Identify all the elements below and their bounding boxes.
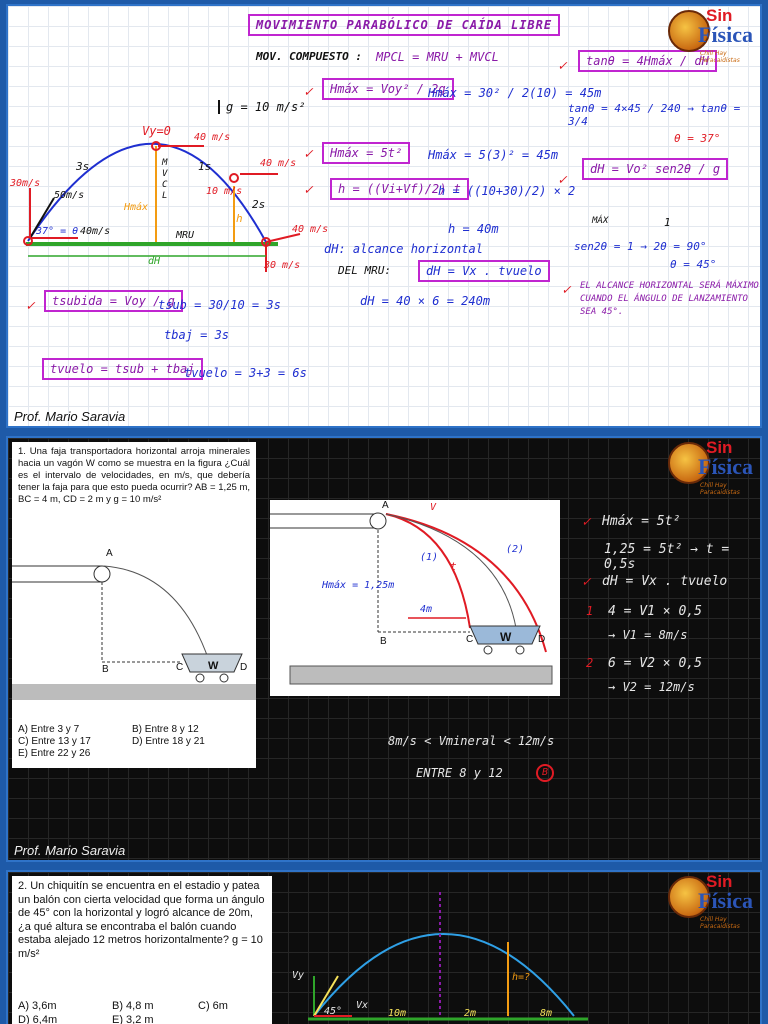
fig1-point-d: D: [240, 662, 248, 673]
angle-label: 37° = θ: [36, 226, 79, 237]
gravity-label: g = 10 m/s²: [218, 100, 305, 114]
sol-step-1: Hmáx = 5t²: [602, 514, 681, 529]
eq-hmax2-box: Hmáx = 5t²: [322, 142, 410, 164]
sol-step-5: → V1 = 8m/s: [608, 628, 688, 642]
footer-author: Prof. Mario Saravia: [14, 409, 126, 424]
eq-tan-result: θ = 37°: [674, 132, 721, 145]
eq-dh-range-box: dH = Vo² sen2θ / g: [582, 158, 728, 180]
v30-down-label: 30 m/s: [264, 260, 301, 271]
answer-circle: B: [536, 764, 554, 782]
t2-label: 2s: [252, 198, 266, 211]
velocity-range: 8m/s < Vmineral < 12m/s: [388, 734, 555, 748]
problem-1-text: 1. Una faja transportadora horizontal arroja minerales hacia un vagón W como se muestra en la figura ¿Cuál es el intervalo de velocidades, en m/s, que debería tener la faja para que esto pueda ocurrir? AB = 1,25 m, BC = 4 m, CD = 2 m y g = 10 m/s²: [18, 446, 250, 505]
sol-fig-point-d: D: [538, 634, 546, 645]
problem-2-card: [12, 876, 272, 1024]
check-mark: ✓: [558, 172, 567, 188]
check-mark: ✓: [304, 182, 313, 198]
one-label: 1: [664, 216, 671, 229]
fig2-d2: 2m: [464, 1008, 477, 1019]
eq-tvuelo-box: tvuelo = tsub + tbaj: [42, 358, 203, 380]
eq-h-rhs: h = ((10+30)/2) × 2: [438, 184, 576, 198]
mvcl-label: MVCL: [162, 158, 168, 201]
sol-fig-4m: 4m: [420, 604, 433, 615]
check-mark: ✓: [304, 146, 313, 162]
option-a[interactable]: A) 3,6m: [18, 1000, 57, 1012]
sol-num-1: 1: [586, 604, 594, 618]
sol-fig-wagon: W: [500, 630, 512, 644]
hmax-diagram-label: Hmáx: [124, 202, 149, 213]
vx-label: 40m/s: [80, 226, 111, 237]
option-e[interactable]: E) 3,2 m: [112, 1014, 154, 1024]
fig1-wagon: W: [208, 660, 219, 672]
slide-theory: [6, 4, 762, 428]
check-mark: ✓: [26, 298, 35, 314]
sol-fig-path2: (2): [506, 544, 525, 555]
option-a[interactable]: A) Entre 3 y 7: [18, 724, 80, 735]
eq-h-result: h = 40m: [448, 222, 499, 236]
option-c[interactable]: C) Entre 13 y 17: [18, 736, 91, 747]
check-mark: ✓: [562, 282, 571, 298]
ball-trajectory: [314, 934, 574, 1016]
fig1-point-c: C: [176, 662, 184, 673]
logo-sin-fisica: Sin Física Chill Hay Paracaidistas: [668, 872, 760, 932]
fig2-vy: Vy: [292, 970, 305, 981]
sol-fig-point-c: C: [466, 634, 474, 645]
sol-step-6: 6 = V2 × 0,5: [608, 656, 702, 671]
mru-label: MRU: [176, 230, 195, 241]
fig2-angle: 45°: [324, 1006, 343, 1017]
solution-figure-card: [270, 500, 560, 696]
problem-1-card: [12, 442, 256, 768]
eq-tvuelo-result: tvuelo = 3+3 = 6s: [184, 366, 307, 380]
problem-1-figure: [12, 542, 256, 712]
check-mark: ✓: [558, 58, 567, 74]
answer-text: ENTRE 8 y 12: [416, 766, 503, 780]
del-mru-label: DEL MRU:: [338, 264, 391, 277]
option-b[interactable]: B) Entre 8 y 12: [132, 724, 199, 735]
eq-h-box: h = ((Vi+Vf)/2) t: [330, 178, 469, 200]
option-c[interactable]: C) 6m: [198, 1000, 228, 1012]
sol-step-7: → V2 = 12m/s: [608, 680, 695, 694]
option-d[interactable]: D) 6,4m: [18, 1014, 58, 1024]
mid-point: [230, 174, 238, 182]
eq-tbaj: tbaj = 3s: [164, 328, 230, 342]
sol-num-2: 2: [586, 656, 594, 670]
vy0-label: Vy=0: [142, 124, 171, 138]
v40-right-label: 40 m/s: [260, 158, 297, 169]
option-d[interactable]: D) Entre 18 y 21: [132, 736, 205, 747]
sol-step-3: dH = Vx . tvuelo: [602, 574, 728, 589]
v40-top-label: 40 m/s: [194, 132, 231, 143]
max-range-note: EL ALCANCE HORIZONTAL SERÁ MÁXIMO CUANDO EL ÁNGULO DE LANZAMIENTO SEA 45°.: [580, 281, 759, 317]
problem-2-figure: [298, 892, 598, 1022]
t1-label: 1s: [198, 160, 212, 173]
sol-fig-hmax: Hmáx = 1,25m: [322, 580, 395, 591]
option-e[interactable]: E) Entre 22 y 26: [18, 748, 91, 759]
logo-sin-fisica: Sin Física Chill Hay Paracaidistas: [668, 438, 760, 498]
max-label: MÁX: [592, 216, 609, 226]
eq-hmax1-result: Hmáx = 30² / 2(10) = 45m: [428, 86, 602, 100]
eq-tsub-result: tsub = 30/10 = 3s: [158, 298, 281, 312]
h-diagram-label: h: [236, 212, 243, 225]
option-b[interactable]: B) 4,8 m: [112, 1000, 154, 1012]
sol-fig-path1: (1): [420, 552, 439, 563]
check-mark: ✓: [304, 84, 313, 100]
sol-fig-v: V: [430, 502, 437, 513]
eq-tan-box: tanθ = 4Hmáx / dH: [578, 50, 717, 72]
slide-title: MOVIMIENTO PARABÓLICO DE CAÍDA LIBRE: [248, 14, 560, 36]
footer-author: Prof. Mario Saravia: [14, 843, 126, 858]
slide-problem-2: [6, 870, 762, 1024]
fig2-vx: Vx: [356, 1000, 369, 1011]
fig2-h: h=?: [512, 972, 531, 983]
fig1-point-b: B: [102, 664, 109, 675]
v30-left-label: 30m/s: [10, 178, 41, 189]
solution-figure: [270, 500, 560, 696]
sol-fig-point-b: B: [380, 636, 387, 647]
v50-label: 50m/s: [54, 190, 85, 201]
end-velocity-arrow: [266, 234, 300, 242]
eq-hmax1-box: Hmáx = Voy² / 2g: [322, 78, 454, 100]
dh-definition: dH: alcance horizontal: [324, 242, 483, 256]
eq-dh-result: dH = 40 × 6 = 240m: [360, 294, 491, 308]
eq-sen: sen2θ = 1 → 2θ = 90°: [574, 240, 707, 253]
fig2-d3: 8m: [540, 1008, 553, 1019]
dh-diagram-label: dH: [148, 256, 161, 267]
v40-end-label: 40 m/s: [292, 224, 329, 235]
sol-fig-point-a: A: [382, 500, 389, 511]
v10-label: 10 m/s: [206, 186, 243, 197]
sol-step-2: 1,25 = 5t² → t = 0,5s: [604, 542, 730, 572]
eq-dh-box: dH = Vx . tvuelo: [418, 260, 550, 282]
eq-tan-calc: tanθ = 4×45 / 240 → tanθ = 3/4: [568, 102, 741, 128]
eq-tsub-box: tsubida = Voy / g: [44, 290, 183, 312]
fig1-point-a: A: [106, 548, 113, 559]
sol-fig-t: t: [450, 560, 457, 573]
problem-2-text: 2. Un chiquitín se encuentra en el estadio y patea un balón con cierta velocidad que forma un ángulo de 45° con la horizontal y logró alcance de 20m, ¿a qué altura se encontraba el balón cuando estaba alejado 12 metros horizontalmente? g = 10 m/s²: [18, 880, 265, 960]
mov-label: MOV. COMPUESTO :: [256, 50, 362, 63]
eq-theta: θ = 45°: [670, 258, 717, 271]
check-mark: ✓: [582, 514, 591, 530]
check-mark: ✓: [582, 574, 591, 590]
mov-formula: MPCL = MRU + MVCL: [376, 50, 499, 64]
slide-problem-1: [6, 436, 762, 862]
fig2-d1: 10m: [388, 1008, 407, 1019]
t3-label: 3s: [76, 160, 90, 173]
sol-step-4: 4 = V1 × 0,5: [608, 604, 702, 619]
logo-sin-fisica: Sin Física Chill Hay Paracaidistas: [668, 6, 760, 66]
eq-hmax2-result: Hmáx = 5(3)² = 45m: [428, 148, 559, 162]
